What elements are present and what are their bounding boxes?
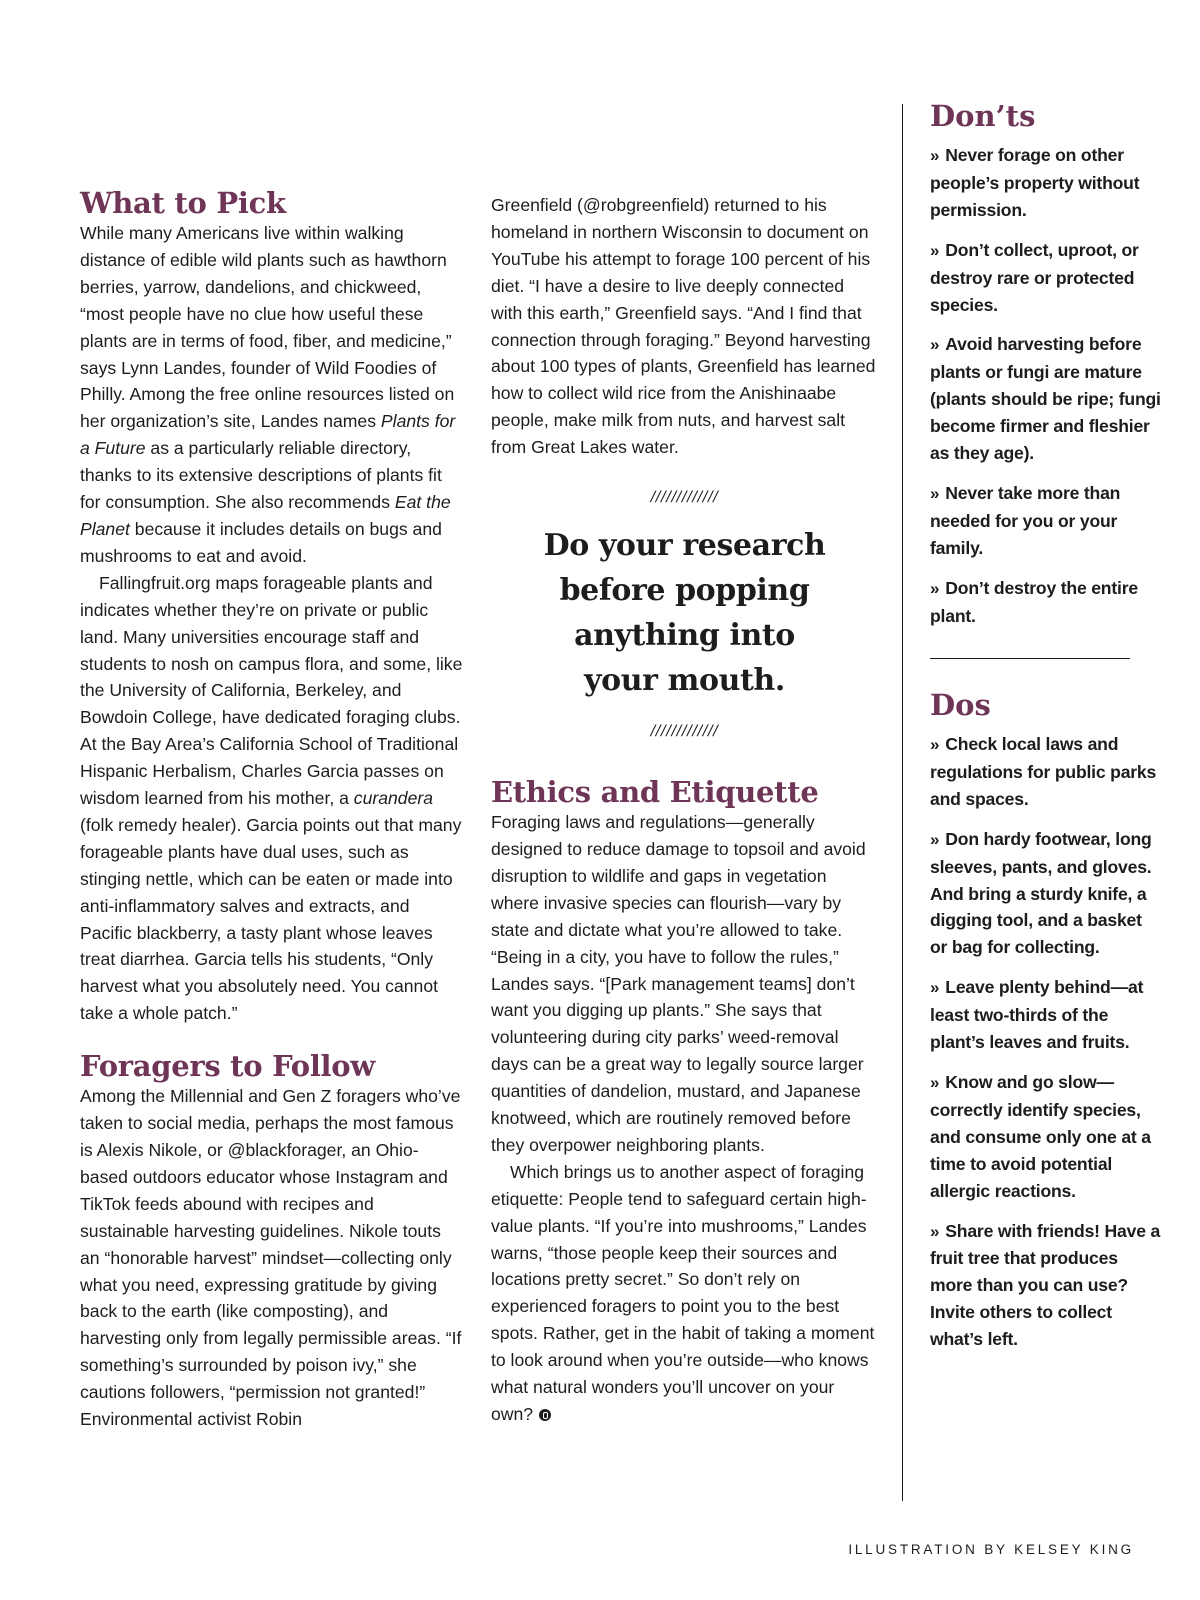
pullquote-divider-bottom: /////////////	[650, 723, 719, 740]
column-middle	[491, 192, 878, 1428]
sidebar-tips	[930, 98, 1162, 1366]
what-to-pick-paragraph-1	[80, 220, 465, 570]
pull-quote-line: anything into	[574, 618, 795, 654]
column-left	[80, 186, 465, 1433]
chevron-right-icon: »	[930, 335, 940, 355]
illustration-credit: ILLUSTRATION BY KELSEY KING	[848, 1542, 1134, 1557]
dos-tip-text: Don hardy footwear, long sleeves, pants, and gloves. And bring a sturdy knife, a digging tool, and a basket or bag for collecting.	[930, 828, 1152, 958]
italic-title: curandera	[353, 788, 434, 809]
chevron-right-icon: »	[930, 240, 940, 260]
foragers-paragraph-1-continued: Greenfield (@robgreenfield) returned to his homeland in northern Wisconsin to document on YouTube his attempt to forage 100 percent of his diet. “I have a desire to live deeply connected with this earth,” Greenfield says. “And I find that connection through foraging.” Beyond harvesting about 100 types of plants, Greenfield has learned how to collect wild rice from the Anishinaabe people, make milk from nuts, and harvest salt from Great Lakes water.	[491, 195, 876, 458]
donts-heading: Don’ts	[930, 99, 1036, 133]
chevron-right-icon: »	[930, 1221, 940, 1241]
chevron-right-icon: »	[930, 146, 940, 165]
dos-tip	[930, 1069, 1162, 1205]
dos-tip	[930, 731, 1162, 813]
text-run: (folk remedy healer). Garcia points out that many forageable plants have dual uses, such as stinging nettle, which can be eaten or made into anti-inflammatory salves and extracts, and Pacific blackberry, a tasty plant whose leaves treat diarrhea. Garcia tells his students, “Only harvest what you absolutely need. You cannot take a whole patch.”	[80, 814, 462, 1024]
donts-tip	[930, 331, 1162, 467]
dos-tip-text: Know and go slow—correctly identify species, and consume only one at a time to avoid potential allergic reactions.	[930, 1071, 1151, 1201]
donts-tip-text: Never forage on other people’s property without permission.	[930, 145, 1140, 220]
foragers-paragraph-1: Among the Millennial and Gen Z foragers who’ve taken to social media, perhaps the most famous is Alexis Nikole, or @blackforager, an Ohio-based outdoors educator whose Instagram and TikTok feeds abound with recipes and sustainable harvesting guidelines. Nikole touts an “honorable harvest” mindset—collecting only what you need, expressing gratitude by giving back to the earth (like composting), and harvesting only from legally permissible areas. “If something’s surrounded by poison ivy,” she cautions followers, “permission not granted!” Environmental activist Robin	[80, 1086, 462, 1430]
donts-tip	[930, 575, 1162, 630]
dos-tip-text: Share with friends! Have a fruit tree that produces more than you can use? Invite others to collect what’s left.	[930, 1220, 1161, 1350]
chevron-right-icon: »	[930, 978, 940, 998]
donts-tip-text: Never take more than needed for you or your family.	[930, 482, 1121, 558]
pull-quote	[491, 523, 878, 703]
what-to-pick-paragraph-2	[80, 570, 465, 1027]
section-heading-what-to-pick: What to Pick	[80, 186, 286, 220]
dos-tip	[930, 1218, 1162, 1354]
italic-title: Plants for a Future	[80, 411, 456, 459]
sidebar-divider	[902, 104, 903, 1501]
donts-tip	[930, 480, 1162, 562]
donts-tip	[930, 237, 1162, 319]
dos-tip	[930, 974, 1162, 1056]
end-mark-icon	[539, 1409, 551, 1421]
ethics-paragraph-2-text: Which brings us to another aspect of foraging etiquette: People tend to safeguard certain high-value plants. “If you’re into mushrooms,” Landes warns, “those people keep their sources and locations pretty secret.” So don’t rely on experienced foragers to point you to the best spots. Rather, get in the habit of taking a moment to look around when you’re outside—who knows what natural wonders you’ll uncover on your own?	[491, 1161, 875, 1424]
text-run: While many Americans live within walking distance of edible wild plants such as hawthorn berries, yarrow, dandelions, and chickweed, “most people have no clue how useful these plants are in terms of food, fiber, and medicine,” says Lynn Landes, founder of Wild Foodies of Philly. Among the free online resources listed on her organization’s site, Landes names	[80, 223, 455, 432]
italic-title: Eat the Planet	[80, 492, 451, 539]
chevron-right-icon: »	[930, 1072, 940, 1092]
section-heading-ethics: Ethics and Etiquette	[491, 775, 819, 810]
dos-list	[930, 731, 1162, 1353]
chevron-right-icon: »	[930, 578, 940, 598]
dos-heading: Dos	[930, 688, 991, 722]
spacer	[80, 1027, 465, 1049]
text-run: Fallingfruit.org maps forageable plants and indicates whether they’re on private or public land. Many universities encourage staff and students to nosh on campus flora, and some, like the University of California, Berkeley, and Bowdoin College, have dedicated foraging clubs. At the Bay Area’s California School of Traditional Hispanic Herbalism, Charles Garcia passes on wisdom learned from his mother, a	[80, 572, 463, 809]
dos-tip-text: Leave plenty behind—at least two-thirds of the plant’s leaves and fruits.	[930, 977, 1144, 1053]
donts-tip-text: Don’t collect, uproot, or destroy rare or protected species.	[930, 239, 1139, 315]
pull-quote-line: before popping	[559, 573, 810, 609]
chevron-right-icon: »	[930, 735, 940, 754]
pullquote-divider-top: /////////////	[650, 489, 719, 506]
chevron-right-icon: »	[930, 483, 940, 503]
text-run: because it includes details on bugs and mushrooms to eat and avoid.	[80, 518, 442, 566]
text-run: as a particularly reliable directory, thanks to its extensive descriptions of plants fit for consumption. She also recommends	[80, 438, 442, 513]
donts-tip-text: Don’t destroy the entire plant.	[930, 577, 1138, 626]
ethics-paragraph-2	[491, 1159, 878, 1428]
pull-quote-line: your mouth.	[584, 663, 785, 699]
ethics-paragraph-1: Foraging laws and regulations—generally designed to reduce damage to topsoil and avoid disruption to wildlife and gaps in vegetation where invasive species can flourish—vary by state and dictate what you’re allowed to take. “Being in a city, you have to follow the rules,” Landes says. “[Park management teams] don’t want you digging up plants.” She says that volunteering during city parks’ weed-removal days can be a great way to legally source larger quantities of dandelion, mustard, and Japanese knotweed, which are routinely removed before they overpower neighboring plants.	[491, 812, 866, 1155]
chevron-right-icon: »	[930, 829, 940, 849]
dos-tip-text: Check local laws and regulations for public parks and spaces.	[930, 734, 1157, 809]
section-heading-foragers: Foragers to Follow	[80, 1049, 375, 1084]
pull-quote-line: Do your research	[543, 528, 826, 564]
donts-tip	[930, 142, 1162, 224]
donts-list	[930, 142, 1162, 630]
donts-tip-text: Avoid harvesting before plants or fungi are mature (plants should be ripe; fungi become firmer and fleshier as they age).	[930, 334, 1161, 464]
dos-tip	[930, 826, 1162, 962]
sidebar-rule	[930, 658, 1130, 660]
